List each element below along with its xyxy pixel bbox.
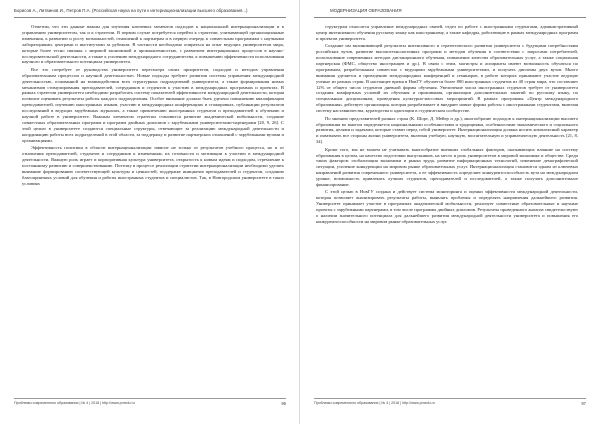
right-header-rule [314,17,586,18]
right-footer-rule [314,398,586,399]
right-page [300,0,600,424]
left-running-head: Борисов А., Литвинов И., Петров П.А. (Российская наука на пути к интернационализации высшего образования...) [14,8,248,13]
right-paragraph-1: структурам относится управление международных связей, отдел по работе с иностранными студентами, административный центр интенсивного обучения русскому языку как иностранному, а также кафедры, работающие в рамках международных программ и проектов университета. [316,24,578,41]
left-paragraph-3: Эффективность политики в области интернационализации зависит не только от результатов учебного процесса, но и от отношения преподавателей, студентов и сотрудников к изменениям, их готовности и мотивации к участию в международной деятельности. Важную роль играет и корпоративная культура университета, открытость к новым идеям и подходам, стремление к постоянному развитию и совершенствованию. Поэтому в процессе реализации стратегии интернационализации необходимо уделять внимание формированию соответствующей культуры и ценностей, поддержке инициатив преподавателей и студентов, созданию благоприятных условий для обучения и работы иностранных студентов и специалистов. Так, в Новгородском университете в таких условиях [22,145,284,186]
left-footer [14,401,286,409]
left-paragraph-1: Отметим, что эти данные важны для изучения ключевых моментов подходов к национальной интернационализации и к управлению университетом, так и к стратегии. В первом случае потребуется перейти к стратегии, учитывающей организационные изменения, к развитию и росту возможностей, отношений к партнерам и в первую очередь к совместным программам с научными лабораториями, центрами и институтами за рубежом. В частности необходимо опираться на опыт ведущих университетов мира, которые более тесно связаны с мировой экономикой и промышленностью, с развитием интеграционных процессов в научно-исследовательской деятельности, а также к усилению международного сотрудничества, к повышению эффективности использования научного и образовательного потенциала университета. [22,24,284,65]
left-footer-rule [14,398,286,399]
left-paragraph-2: Все это потребует от руководства университета пересмотра своих приоритетов, подходов и методов управления образовательным процессом и научной деятельностью. Новые подходы требуют развития системы управления международной деятельностью, основанной на взаимодействии всех структурных подразделений университета, а также формирования новых механизмов стимулирования преподавателей, сотрудников и студентов к участию в международных программах и проектах. В рамках стратегии университета необходимо разработать систему показателей эффективности международной деятельности, которая позволит оценивать результаты работы каждого подразделения. Особое внимание должно быть уделено повышению квалификации преподавателей, изучению иностранных языков, участию в международных конференциях и стажировках, публикации результатов исследований в ведущих зарубежных журналах, а также привлечению иностранных студентов и преподавателей к обучению и научной работе в университете. Важным элементом стратегии становится развитие академической мобильности, создание совместных образовательных программ и программ двойных дипломов с зарубежными университетами-партнерами [20, 9, 26]. С этой целью в университете создаются специальные структуры, отвечающие за реализацию международной деятельности и координацию работы всех подразделений в этой области, за поддержку и развитие партнерских отношений с зарубежными вузами и организациями. [22,66,284,143]
right-running-head: МОДЕРНИЗАЦИЯ ОБРАЗОВАНИЯ [330,8,402,13]
right-paragraph-5: С этой целью в НовГУ создана и действует система мониторинга и оценки эффективности международной деятельности, которая позволяет анализировать результаты работы, выявлять проблемы и определять направления дальнейшего развития. Университет принимает участие в программах академической мобильности, реализует совместные образовательные и научные проекты с зарубежными партнерами, в том числе программы двойных дипломов. Результаты проведенного анализа свидетельствуют о наличии значительного потенциала для дальнейшего развития международной деятельности университета и повышения его конкурентоспособности на мировом рынке образовательных услуг. [316,189,578,224]
right-footer [314,401,586,409]
right-body-text [316,24,578,394]
left-header-rule [14,17,286,18]
right-paragraph-2: Создание им вклинивающей результаты интенсивного и стратегического развития университета с будущими потребностями российских вузов, развитие высокотехнологичных программ и методов обучения в соответствии с запросами потребителей, использование современных методов дистанционного обучения, повышение качества образовательных услуг, а также социальная партнерская (ФМС, общество иностранцев и др.). В связи с этим, магистры и аспиранты имеют возможность обучаться по программам, разработанным совместно с ведущими зарубежными университетами, и получать дипломы двух вузов. Много внимания уделяется и проведению международных конференций и семинаров, в работе которых принимают участие ведущие ученые из разных стран. В настоящее время в НовГУ обучается более 800 иностранных студентов из 40 стран мира, что составляет 12% от общего числа студентов дневной формы обучения. Увеличение числа иностранных студентов требует от университета создания комфортных условий их обучения и проживания, организации дополнительных занятий по русскому языку, по специальным дисциплинам, проведения культурно-массовых мероприятий. В рамках программы «Центр международного образования» действует организация, которая разрабатывает и внедряет новые формы работы с иностранными студентами, включая систему наставничества, кураторства и адаптации в студенческом сообществе. [316,43,578,114]
right-paragraph-3: По мнению представителей разных стран (К. Шорт, Д. Мейер и др.), многообразие подходов к интернационализации высшего образования во многом определяется национальными особенностями и традициями, особенностями экономического и социального развития, целями и задачами, которые ставит перед собой университет. Интернационализация должна носить комплексный характер и охватывать все стороны жизни университета, включая учебную, научную, воспитательную и управленческую деятельность [21, 8, 34]. [316,115,578,145]
left-body-text [22,24,284,394]
right-paragraph-4: Кроме того, мы не можем не учитывать многообразие внешних глобальных факторов, оказывающих влияние на систему образования в целом, на качество подготовки выпускников, на место и роль университетов в мировой экономике и обществе. Среди таких факторов: глобализация экономики и рынка труда, развитие информационных технологий, изменение демографической ситуации, усиление конкуренции на мировом рынке образовательных услуг. Интернационализация становится одним из ключевых направлений развития современного университета, а ее эффективность определяет конкурентоспособность вуза на международном уровне, возможность привлекать лучших студентов, преподавателей и исследователей, а также получать дополнительное финансирование. [316,146,578,188]
left-page-number: 96 [281,401,286,406]
left-footer-text: Проблемы современного образования | № 4 | 2018 | http://www.pmedu.ru [14,401,135,405]
right-footer-text: Проблемы современного образования | № 4 | 2018 | http://www.pmedu.ru [314,401,435,405]
right-page-number: 97 [581,401,586,406]
